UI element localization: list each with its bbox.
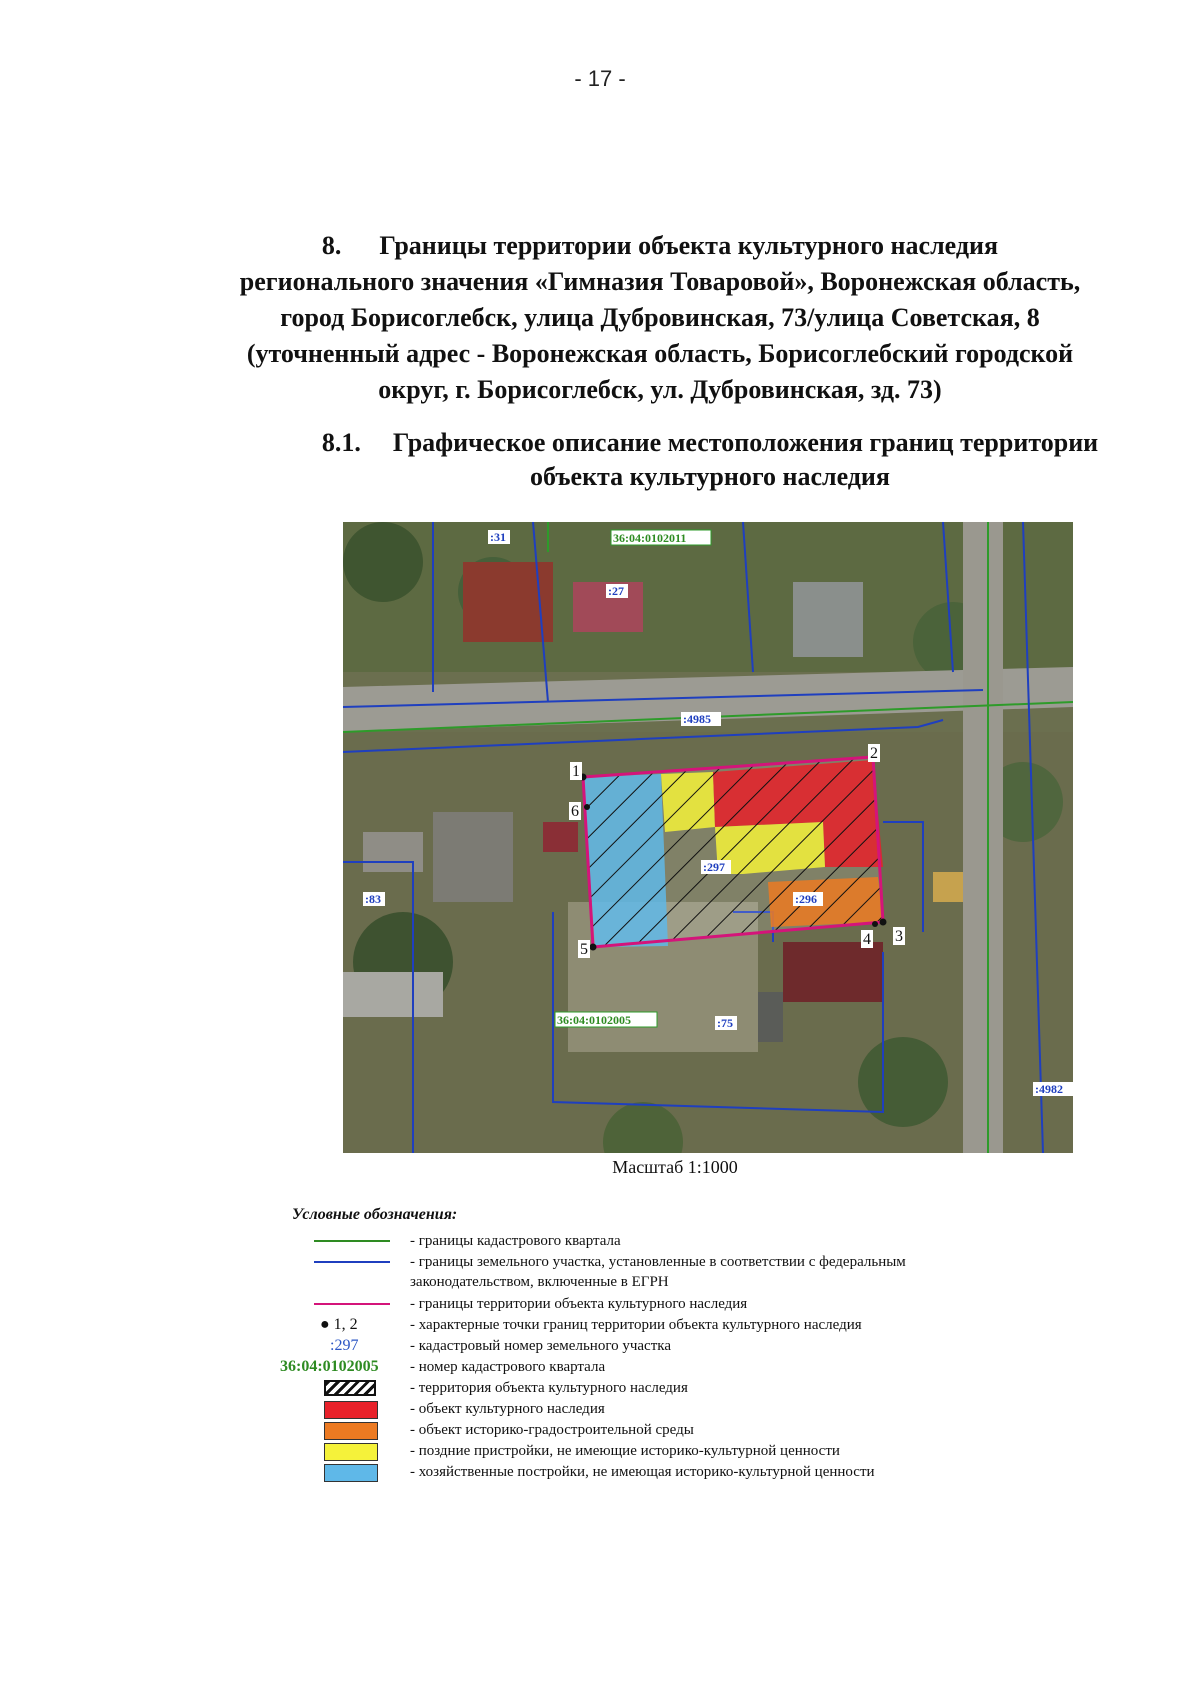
orange-swatch-icon bbox=[324, 1422, 378, 1440]
legend-item: - границы территории объекта культурного наследия bbox=[290, 1294, 1090, 1315]
green-line-icon bbox=[314, 1240, 390, 1242]
legend-item: ● 1, 2 - характерные точки границ территории объекта культурного наследия bbox=[320, 1316, 862, 1333]
parcel-label-75: :75 bbox=[717, 1016, 733, 1030]
legend-item: - границы кадастрового квартала bbox=[290, 1231, 1090, 1252]
parcel-label-31: :31 bbox=[490, 530, 506, 544]
red-swatch-icon bbox=[324, 1401, 378, 1419]
parcel-label-297: :297 bbox=[703, 860, 725, 874]
parcel-label-4985: :4985 bbox=[683, 712, 711, 726]
section-title bbox=[200, 228, 1120, 408]
hatch-swatch-icon bbox=[324, 1380, 376, 1396]
subsection-title bbox=[280, 426, 1140, 494]
parcel-label-4982: :4982 bbox=[1035, 1082, 1063, 1096]
subsection-title-line: Графическое описание местоположения границ территории bbox=[392, 428, 1099, 457]
point-label: 1 bbox=[572, 763, 580, 780]
legend-item: - поздние пристройки, не имеющие историко-культурной ценности bbox=[290, 1441, 1090, 1462]
subsection-title-line: объекта культурного наследия bbox=[530, 462, 890, 491]
legend-item: - хозяйственные постройки, не имеющая историко-культурной ценности bbox=[290, 1462, 1090, 1483]
legend-item: - объект культурного наследия bbox=[290, 1399, 1090, 1420]
legend-item: - территория объекта культурного наследия bbox=[290, 1378, 1090, 1399]
legend-item: :297 - кадастровый номер земельного участка bbox=[330, 1337, 671, 1354]
section-title-line: округ, г. Борисоглебск, ул. Дубровинская, зд. 73) bbox=[378, 375, 942, 404]
legend bbox=[280, 1205, 1090, 1483]
section-title-line: регионального значения «Гимназия Товаровой», Воронежская область, bbox=[239, 267, 1081, 296]
page-number: - 17 - bbox=[574, 66, 626, 91]
section-title-line: Границы территории объекта культурного наследия bbox=[379, 231, 999, 260]
yellow-swatch-icon bbox=[324, 1443, 378, 1461]
quarter-label-top: 36:04:0102011 bbox=[613, 531, 687, 545]
legend-title: Условные обозначения: bbox=[292, 1206, 458, 1223]
quarter-label-bottom: 36:04:0102005 bbox=[557, 1013, 631, 1027]
section-title-line: (уточненный адрес - Воронежская область, Борисоглебский городской bbox=[246, 339, 1074, 368]
section-title-line: город Борисоглебск, улица Дубровинская, 73/улица Советская, 8 bbox=[280, 303, 1040, 332]
map-scale: Масштаб 1:1000 bbox=[612, 1157, 738, 1177]
section-number: 8. bbox=[321, 231, 342, 260]
point-label: 4 bbox=[863, 931, 871, 948]
quarter-number-sample: 36:04:0102005 bbox=[280, 1358, 379, 1375]
legend-item: - границы земельного участка, установленные в соответствии с федеральным законодательством, включенные в ЕГРН bbox=[290, 1252, 1090, 1294]
aerial-map bbox=[343, 522, 1073, 1153]
magenta-line-icon bbox=[314, 1303, 390, 1305]
point-label: 5 bbox=[580, 941, 588, 958]
legend-item: 36:04:0102005 - номер кадастрового квартала bbox=[280, 1358, 606, 1375]
point-label: 6 bbox=[571, 803, 579, 820]
legend-item: - объект историко-градостроительной среды bbox=[290, 1420, 1090, 1441]
subsection-number: 8.1. bbox=[321, 428, 361, 457]
blue-line-icon bbox=[314, 1261, 390, 1263]
parcel-label-83: :83 bbox=[365, 892, 381, 906]
point-marker-icon: ● 1, 2 bbox=[320, 1316, 358, 1333]
blue-swatch-icon bbox=[324, 1464, 378, 1482]
parcel-label-296: :296 bbox=[795, 892, 817, 906]
point-label: 3 bbox=[895, 928, 903, 945]
parcel-label-27: :27 bbox=[608, 584, 624, 598]
point-label: 2 bbox=[870, 745, 878, 762]
parcel-number-sample: :297 bbox=[330, 1337, 359, 1354]
